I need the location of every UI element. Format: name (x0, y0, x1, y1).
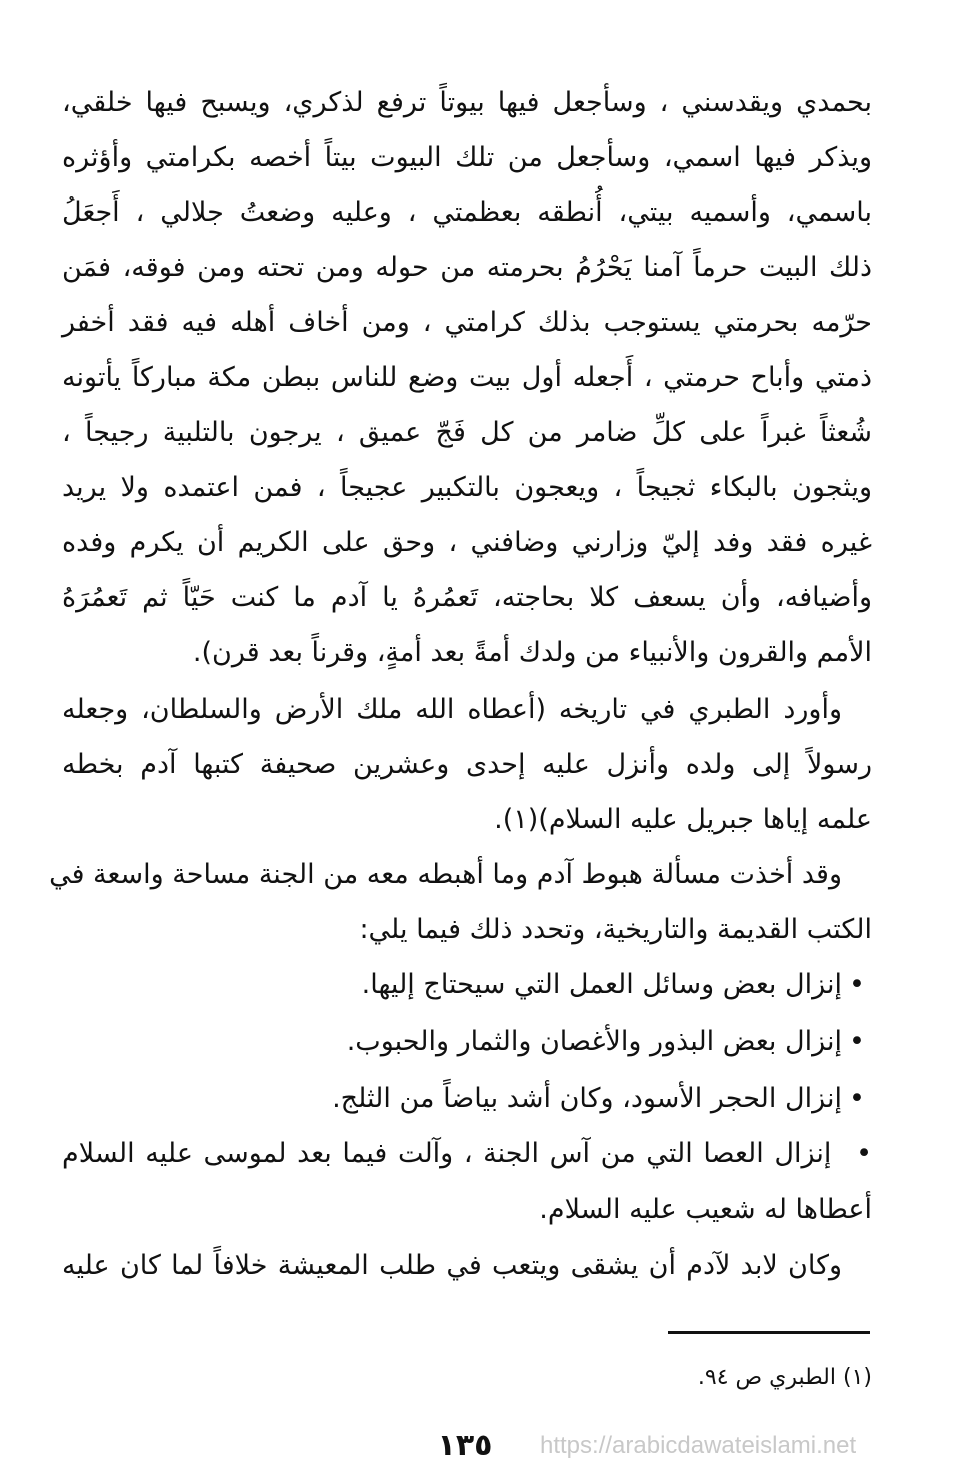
text-line: وأضيافه، وأن يسعف كلا بحاجته، تَعمُرهُ يا آدم ما كنت حَيّاً ثم تَعمُرَهُ (62, 582, 872, 613)
text-line: ذلك البيت حرماً آمنا يَحْرُمُ بحرمته من حوله ومن تحته ومن فوقه، فمَن (62, 252, 872, 283)
paragraph-first-line: وأورد الطبري في تاريخه (أعطاه الله ملك الأرض والسلطان، وجعله (62, 694, 842, 725)
bullet-text: إنزال الحجر الأسود، وكان أشد بياضاً من الثلج. (332, 1083, 842, 1114)
bullet-item (62, 1134, 872, 1174)
bullet-text: إنزال العصا التي من آس الجنة ، وآلت فيما بعد لموسى عليه السلام (62, 1138, 832, 1169)
text-line: شُعثاً غبراً على كلِّ ضامر من كل فَجّ عميق ، يرجون بالتلبية رجيجاً ، (62, 417, 872, 448)
bullet-item (62, 1022, 872, 1062)
footnote-reference-line: علمه إياها جبريل عليه السلام)(١). (494, 804, 872, 835)
text-line: غيره فقد وفد إليّ وزارني وضافني ، وحق على الكريم أن يكرم وفده (62, 527, 872, 558)
text-line: حرّمه بحرمتي يستوجب بذلك كرامتي ، ومن أخاف أهله فيه فقد أخفر (62, 307, 872, 338)
page-number: ١٣٥ (437, 1428, 493, 1463)
text-line: الكتب القديمة والتاريخية، وتحدد ذلك فيما يلي: (359, 914, 872, 945)
text-line: ذمتي وأباح حرمتي ، أَجعله أول بيت وضع للناس ببطن مكة مباركاً يأتونه (62, 362, 872, 393)
text-line: الأمم والقرون والأنبياء من ولدك أمةً بعد أمةٍ، وقرناً بعد قرن). (192, 637, 872, 668)
bullet-icon: • (849, 1083, 865, 1114)
bullet-continuation: أعطاها له شعيب عليه السلام. (539, 1194, 872, 1225)
text-line: ويذكر فيها اسمي، وسأجعل من تلك البيوت بيتاً أخصه بكرامتي وأؤثره (62, 142, 872, 173)
text-line: رسولاً إلى ولده وأنزل عليه إحدى وعشرين صحيفة كتبها آدم بخطه (62, 749, 872, 780)
bullet-icon: • (856, 1138, 872, 1169)
bullet-text: إنزال بعض وسائل العمل التي سيحتاج إليها. (361, 969, 842, 1000)
bullet-item (62, 965, 872, 1005)
bullet-icon: • (849, 969, 865, 1000)
watermark-url: https://arabicdawateislami.net (540, 1432, 857, 1459)
paragraph-first-line: وكان لابد لآدم أن يشقى ويتعب في طلب المعيشة خلافاً لما كان عليه (62, 1250, 842, 1281)
footnote-divider (668, 1331, 870, 1334)
paragraph-first-line: وقد أخذت مسألة هبوط آدم وما أهبطه معه من الجنة مساحة واسعة في (49, 859, 842, 890)
footnote: (١) الطبري ص ٩٤. (697, 1365, 872, 1390)
text-line: باسمي، وأسميه بيتي، أُنطقه بعظمتي ، وعليه وضعتُ جلالي ، أَجعَلُ (62, 197, 872, 228)
bullet-text: إنزال بعض البذور والأغصان والثمار والحبوب. (346, 1026, 842, 1057)
text-line: ويثجون بالبكاء ثجيجاً ، ويعجون بالتكبير عجيجاً ، فمن اعتمده ولا يريد (62, 472, 872, 503)
text-line: بحمدي ويقدسني ، وسأجعل فيها بيوتاً ترفع لذكري، ويسبح فيها خلقي، (62, 87, 872, 118)
bullet-icon: • (849, 1026, 865, 1057)
bullet-item (62, 1079, 872, 1119)
